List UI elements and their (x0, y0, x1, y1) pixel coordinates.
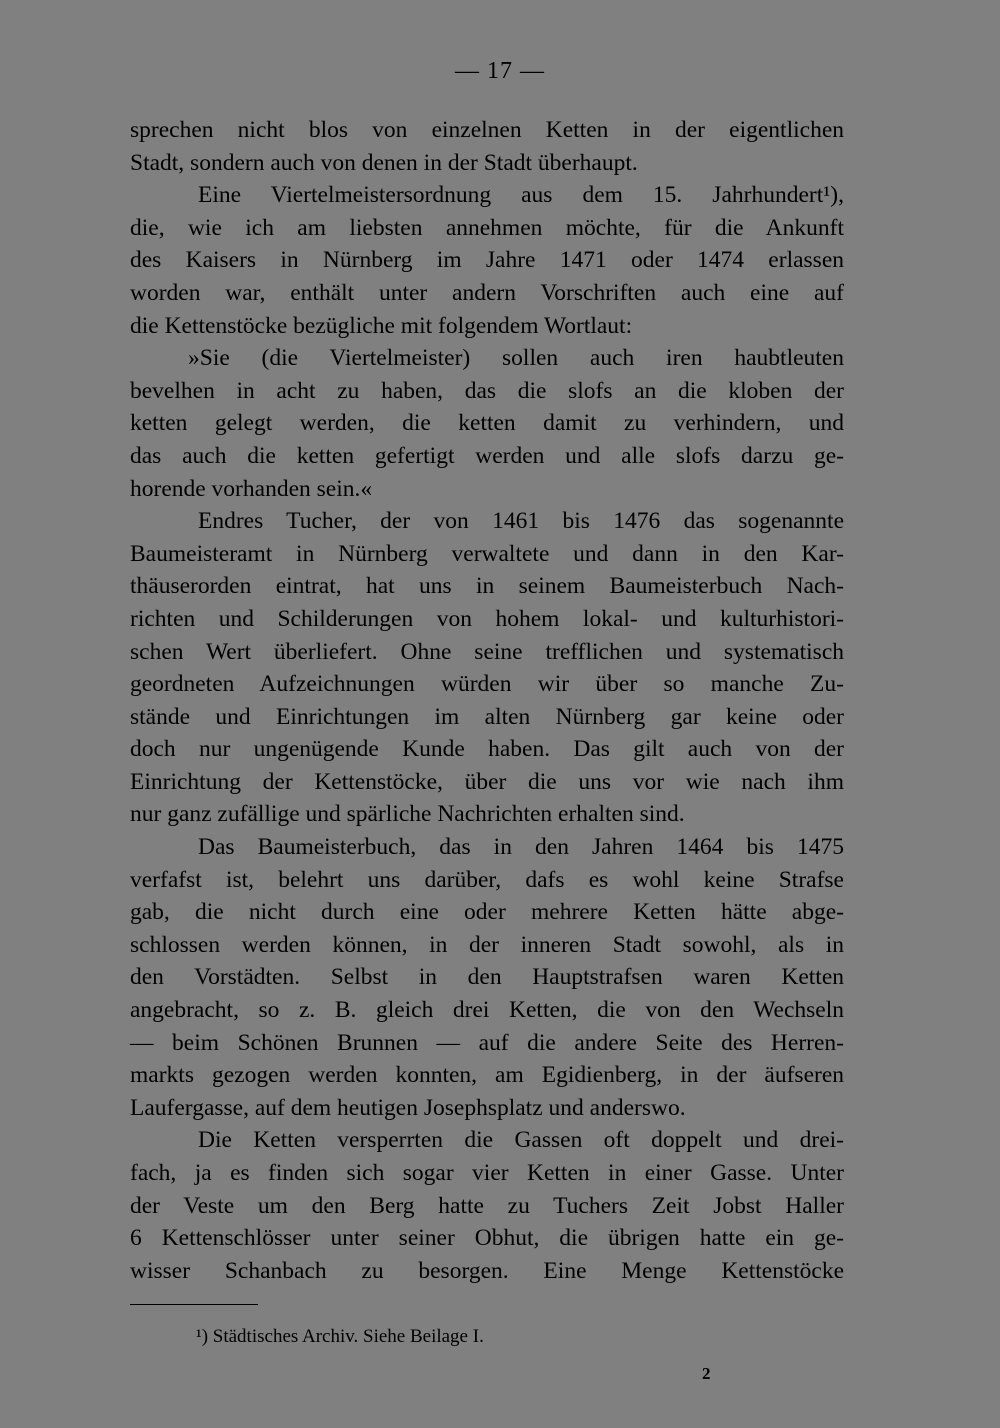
text-line: markts gezogen werden konnten, am Egidienberg, in der äufseren (130, 1062, 844, 1089)
text-line: Baumeisteramt in Nürnberg verwaltete und dann in den Kar- (130, 540, 844, 567)
text-line: verfafst ist, belehrt uns darüber, dafs es wohl keine Strafse (130, 866, 844, 893)
signature-mark: 2 (702, 1364, 711, 1383)
text-line: Eine Viertelmeistersordnung aus dem 15. Jahrhundert¹), (198, 182, 844, 209)
text-line: fach, ja es finden sich sogar vier Ketten in einer Gasse. Unter (130, 1160, 844, 1186)
text-line: bevelhen in acht zu haben, das die slofs an die kloben der (130, 377, 844, 404)
text-line: ketten gelegt werden, die ketten damit zu verhindern, und (130, 410, 844, 437)
text-line: angebracht, so z. B. gleich drei Ketten, die von den Wechseln (130, 997, 844, 1024)
text-line: — beim Schönen Brunnen — auf die andere Seite des Herren- (130, 1029, 844, 1056)
text-line: Laufergasse, auf dem heutigen Josephsplatz und anderswo. (130, 1094, 686, 1121)
text-line: thäuserorden eintrat, hat uns in seinem Baumeisterbuch Nach- (130, 573, 844, 600)
text-line: nur ganz zufällige und spärliche Nachrichten erhalten sind. (130, 801, 685, 828)
text-line: Das Baumeisterbuch, das in den Jahren 1464 bis 1475 (198, 834, 844, 861)
text-line: das auch die ketten gefertigt werden und alle slofs darzu ge- (130, 442, 844, 469)
text-line: schlossen werden können, in der inneren Stadt sowohl, als in (130, 931, 844, 958)
text-line: Endres Tucher, der von 1461 bis 1476 das sogenannte (198, 508, 844, 535)
page-number: — 17 — (455, 58, 545, 84)
text-line: des Kaisers in Nürnberg im Jahre 1471 oder 1474 erlassen (130, 247, 844, 274)
text-line: schen Wert überliefert. Ohne seine trefflichen und systematisch (130, 638, 844, 665)
footnote (196, 1326, 484, 1348)
text-line: worden war, enthält unter andern Vorschriften auch eine auf (130, 279, 844, 306)
text-line: »Sie (die Viertelmeister) sollen auch iren haubtleuten (188, 345, 844, 372)
text-line: wisser Schanbach zu besorgen. Eine Menge Kettenstöcke (130, 1257, 844, 1284)
footnote-text: Städtisches Archiv. Siehe Beilage I. (212, 1326, 484, 1347)
body-text (130, 114, 844, 1287)
text-line: stände und Einrichtungen im alten Nürnberg gar keine oder (130, 703, 844, 730)
text-line: der Veste um den Berg hatte zu Tuchers Zeit Jobst Haller (130, 1192, 844, 1219)
text-line: die Kettenstöcke bezügliche mit folgendem Wortlaut: (130, 312, 633, 339)
text-line: Stadt, sondern auch von denen in der Stadt überhaupt. (130, 149, 638, 176)
footnote-divider (130, 1304, 258, 1305)
text-line: sprechen nicht blos von einzelnen Ketten in der eigentlichen (130, 117, 844, 143)
text-line: Die Ketten versperrten die Gassen oft doppelt und drei- (198, 1127, 844, 1154)
text-line: doch nur ungenügende Kunde haben. Das gilt auch von der (130, 736, 844, 763)
text-line: geordneten Aufzeichnungen würden wir über so manche Zu- (130, 671, 844, 698)
text-line: gab, die nicht durch eine oder mehrere Ketten hätte abge- (130, 899, 844, 926)
text-line: den Vorstädten. Selbst in den Hauptstrafsen waren Ketten (130, 964, 844, 991)
text-line: richten und Schilderungen von hohem lokal- und kulturhistori- (130, 605, 844, 632)
text-line: 6 Kettenschlösser unter seiner Obhut, die übrigen hatte ein ge- (130, 1225, 844, 1252)
text-line: Einrichtung der Kettenstöcke, über die uns vor wie nach ihm (130, 768, 844, 795)
text-line: horende vorhanden sein.« (130, 475, 373, 502)
footnote-marker: ¹) (196, 1326, 209, 1347)
text-line: die, wie ich am liebsten annehmen möchte, für die Ankunft (130, 214, 844, 241)
